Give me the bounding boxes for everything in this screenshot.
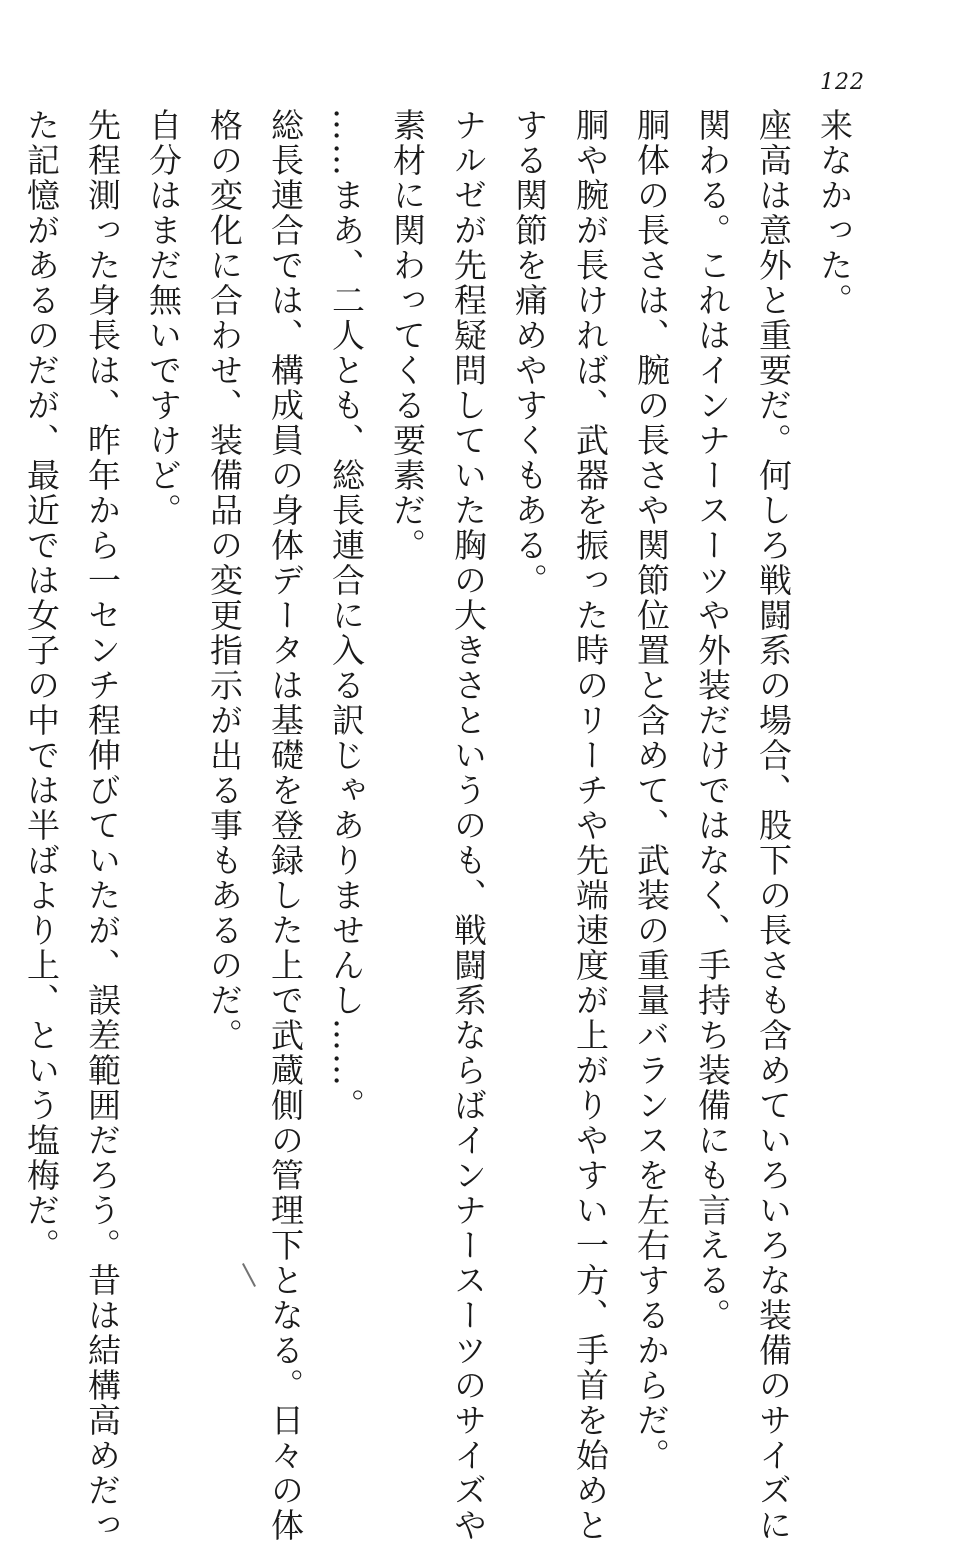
text-line: 総長連合では、構成員の身体データは基礎を登録した上で武蔵側の管理下となる。日々の体 [266, 108, 305, 1543]
text-line: ナルゼが先程疑問していた胸の大きさというのも、戦闘系ならばインナースーツのサイズや [449, 108, 488, 1543]
text-line: 関わる。これはインナースーツや外装だけではなく、手持ち装備にも言える。 [693, 108, 732, 1333]
novel-body-text [0, 108, 865, 1543]
text-line: 自分はまだ無いですけど。 [144, 108, 183, 528]
text-line: 先程測った身長は、昨年から一センチ程伸びていたが、誤差範囲だろう。昔は結構高めだっ [83, 108, 122, 1543]
text-line: 素材に関わってくる要素だ。 [388, 108, 427, 563]
page-number: 122 [820, 70, 865, 95]
text-line: た記憶があるのだが、最近では女子の中では半ばより上、という塩梅だ。 [22, 108, 61, 1263]
text-line: ……まあ、二人とも、総長連合に入る訳じゃありませんし……。 [327, 108, 366, 1123]
text-line: 来なかった。 [815, 108, 854, 318]
text-line: 座高は意外と重要だ。何しろ戦闘系の場合、股下の長さも含めていろいろな装備のサイズに [754, 108, 793, 1543]
text-line: 胴や腕が長ければ、武器を振った時のリーチや先端速度が上がりやすい一方、手首を始めと [571, 108, 610, 1543]
text-line: 格の変化に合わせ、装備品の変更指示が出る事もあるのだ。 [205, 108, 244, 1053]
text-line: する関節を痛めやすくもある。 [510, 108, 549, 598]
text-line: 胴体の長さは、腕の長さや関節位置と含めて、武装の重量バランスを左右するからだ。 [632, 108, 671, 1473]
text-line [0, 108, 11, 1298]
